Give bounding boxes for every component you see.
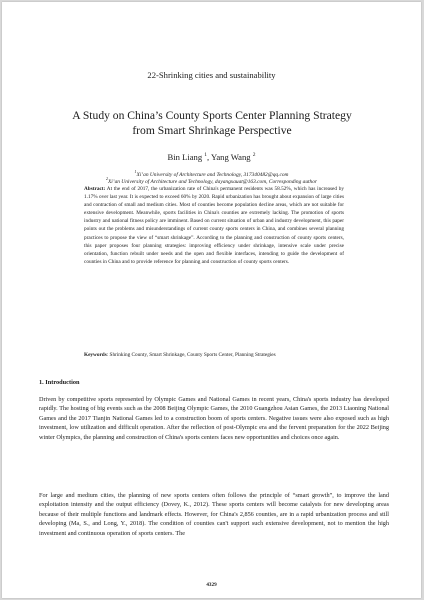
title-line-1: A Study on China’s County Sports Center Planning Strategy	[72, 109, 352, 122]
abstract-label: Abstract:	[84, 186, 106, 192]
affiliation-2-mark: 2	[105, 176, 108, 181]
author-1: Bin Liang	[167, 152, 203, 162]
affiliation-2	[2, 176, 421, 185]
introduction-heading: 1. Introduction	[39, 379, 80, 386]
keywords-text: : Shrinking County, Smart Shrinkage, County Sports Center, Planning Strategies	[106, 352, 276, 358]
paper-page	[2, 2, 421, 598]
introduction-paragraph-2: For large and medium cities, the planning of new sports centers often follows the principle of “smart growth”, to improve the land exploitation intensity and the output efficiency (Dovey, K., 2012). These sports centers will become catalysts for new developing areas because of their multiple functions and landmark effects. However, for China's 2,856 counties, are in a rapid urbanization process and still developing (Ma, S., and Long, Y., 2018). The condition of counties can't support such extensive development, not to mention the high investment and continuous operation of sports centers. The	[39, 492, 389, 537]
abstract-text: At the end of 2017, the urbanization rate of China's permanent residents was 58.52%, which has increased by 1.17% over last year. It is expected to exceed 60% by 2020. Rapid urbanization has brought about expansion of large cities and contraction of small and medium cities. Most of counties become population decline areas, which are not suitable for extensive development. Meanwhile, sports facilities in China's counties are extremely lacking. The promotion of sports industry and national fitness policy are imminent. Based on current situation of urban and industry development, this paper points out the problems and misunderstandings of current county sports centers in China, and combines several planning practices to propose the view of “smart shrinkage”. According to the planning and construction of county sports centers, this paper proposes four planning strategies: improving efficiency under shrinkage, intensive scale under precise orientation, function rebuilt under needs and the open and flexible interfaces, intending to guide the development of counties in China and to provide reference for planning and construction of county sports centers.	[84, 186, 345, 265]
title-line-2: from Smart Shrinkage Perspective	[132, 124, 292, 137]
affiliation-1-mark: 1	[134, 169, 137, 174]
author-2: Yang Wang	[211, 152, 251, 162]
paper-title	[42, 108, 382, 138]
author-1-affiliation-mark: 1	[204, 152, 208, 159]
author-separator: ,	[207, 152, 212, 162]
author-list	[2, 152, 421, 162]
introduction-paragraph-1: Driven by competitive sports represented by Olympic Games and National Games in recent years, China's sports industry has developed rapidly. The hosting of big events such as the 2008 Beijing Olympic Games, the 2010 Guangzhou Asian Games, the 2013 Liaoning National Games and the 2017 Tianjin National Games led to a construction boom of sports centers. Negative issues were also exposed such as high investment, low utilization and difficult operation. After the reflection of post-Olympic era and the fervent preparation for the 2022 Beijing winter Olympics, the planning and construction of China's sports centers faces new opportunities and choices once again.	[39, 396, 389, 441]
keywords	[84, 352, 344, 358]
affiliation-2-text: Xi’an University of Architecture and Technology, dayangxauat@163.com, Corresponding author	[107, 178, 318, 185]
abstract	[84, 185, 344, 266]
affiliation-1-text: Xi’an University of Architecture and Technology, 317340482@qq.com	[136, 171, 289, 178]
page-number: 4329	[206, 582, 217, 588]
keywords-label: Keywords	[84, 352, 107, 358]
section-label: 22-Shrinking cities and sustainability	[147, 70, 276, 80]
author-2-affiliation-mark: 2	[252, 152, 256, 159]
